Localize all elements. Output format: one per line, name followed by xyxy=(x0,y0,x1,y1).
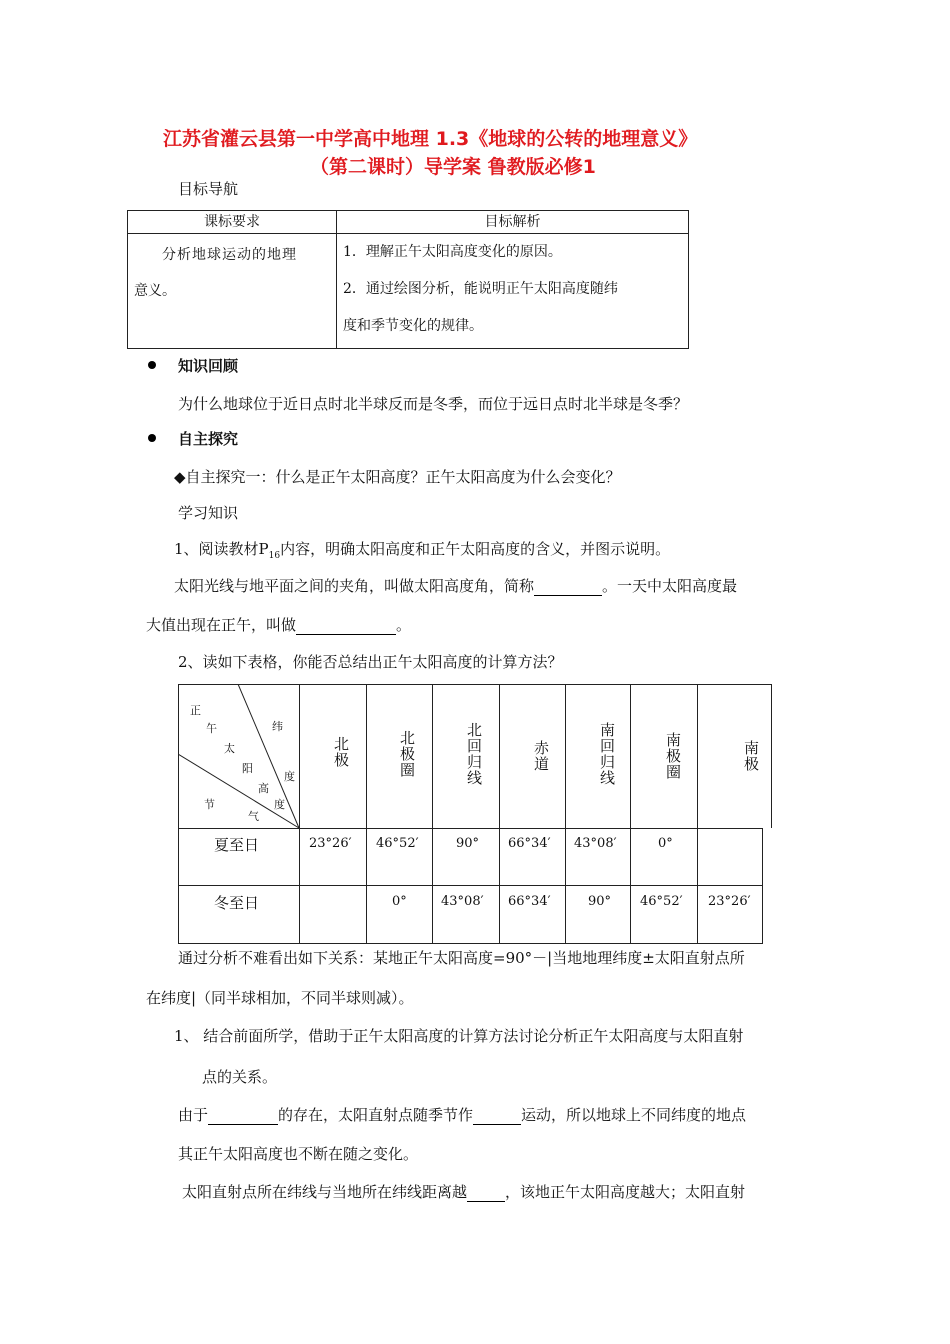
analysis-item-2: 2．通过绘图分析，能说明正午太阳高度随纬 xyxy=(343,281,618,297)
col-char: 道 xyxy=(534,755,550,773)
cell-value: 23°26′ xyxy=(309,836,352,851)
col-char: 极 xyxy=(400,745,416,763)
diag-char: 度 xyxy=(284,770,295,783)
cell-value: 90° xyxy=(456,836,480,851)
para-2-line1 xyxy=(178,1104,746,1125)
para-1-line1 xyxy=(174,575,737,596)
col-tropic-capricorn xyxy=(600,722,615,786)
item-3-line1: 1、 结合前面所学，借助于正午太阳高度的计算方法讨论分析正午太阳高度与太阳直射 xyxy=(174,1027,744,1045)
para-2-c: 运动，所以地球上不同纬度的地点 xyxy=(521,1106,747,1124)
col-arctic-circle xyxy=(400,730,415,778)
col-equator xyxy=(534,740,549,772)
diag-char: 纬 xyxy=(272,720,283,733)
col-char: 南 xyxy=(666,731,682,749)
blank-4[interactable] xyxy=(473,1106,521,1125)
blank-1[interactable] xyxy=(534,577,602,596)
col-char: 北 xyxy=(467,721,483,739)
diag-char: 太 xyxy=(224,742,235,755)
title-line2: （第二课时）导学案 鲁教版必修1 xyxy=(310,156,596,178)
para-1-b: 。一天中太阳高度最 xyxy=(602,577,738,595)
col-south-pole xyxy=(744,740,759,772)
goal-table-standard-cell xyxy=(128,234,337,349)
cell-value: 43°08′ xyxy=(574,836,617,851)
para-1-a: 太阳光线与地平面之间的夹角，叫做太阳高度角，简称 xyxy=(174,577,535,595)
row-label-summer-solstice: 夏至日 xyxy=(214,836,260,854)
col-char: 赤 xyxy=(534,739,550,757)
cell-value: 66°34′ xyxy=(508,836,551,851)
para-3-b: ，该地正午太阳高度越大；太阳直射 xyxy=(505,1183,746,1201)
para-2-b: 的存在，太阳直射点随季节作 xyxy=(278,1106,474,1124)
col-antarctic-circle xyxy=(666,732,681,780)
para-1-d: 。 xyxy=(396,616,412,634)
blank-3[interactable] xyxy=(208,1106,278,1125)
col-char: 圈 xyxy=(666,763,682,781)
cell-value: 23°26′ xyxy=(708,894,751,909)
item-1-post: 内容，明确太阳高度和正午太阳高度的含义，并图示说明。 xyxy=(280,540,671,558)
para-3-a: 太阳直射点所在纬线与当地所在纬线距离越 xyxy=(182,1183,468,1201)
item-1-sub: 16 xyxy=(268,551,281,561)
relation-line1: 通过分析不难看出如下关系：某地正午太阳高度=90°－|当地地理纬度±太阳直射点所 xyxy=(178,949,745,967)
cell-value: 46°52′ xyxy=(376,836,419,851)
item-1-pre: 1、阅读教材P xyxy=(174,540,269,558)
item-1 xyxy=(174,538,670,561)
col-char: 归 xyxy=(600,753,616,771)
para-2-a: 由于 xyxy=(178,1106,209,1124)
col-char: 归 xyxy=(467,753,483,771)
item-2: 2、读如下表格，你能否总结出正午太阳高度的计算方法？ xyxy=(178,653,563,671)
standard-text-2: 意义。 xyxy=(134,283,176,299)
diag-char: 节 xyxy=(204,798,215,811)
col-char: 极 xyxy=(334,751,350,769)
col-char: 回 xyxy=(467,737,483,755)
section-review-heading: 知识回顾 xyxy=(178,357,239,375)
bullet-icon xyxy=(148,361,156,369)
col-char: 南 xyxy=(600,721,616,739)
relation-line2: 在纬度|（同半球相加，不同半球则减）。 xyxy=(146,989,414,1007)
goal-table xyxy=(127,210,689,349)
col-char: 北 xyxy=(334,735,350,753)
diag-char: 正 xyxy=(190,704,201,717)
col-char: 南 xyxy=(744,739,760,757)
para-2-line2: 其正午太阳高度也不断在随之变化。 xyxy=(178,1145,419,1163)
title-line1: 江苏省灌云县第一中学高中地理 1.3《地球的公转的地理意义》 xyxy=(163,128,698,150)
para-3 xyxy=(182,1181,745,1202)
solar-altitude-table xyxy=(178,684,772,944)
para-1-c: 大值出现在正午，叫做 xyxy=(146,616,297,634)
learn-label: 学习知识 xyxy=(178,504,239,522)
diag-char: 午 xyxy=(206,722,217,735)
goal-table-header-standard: 课标要求 xyxy=(128,211,337,234)
cell-value: 43°08′ xyxy=(441,894,484,909)
col-char: 极 xyxy=(666,747,682,765)
goal-table-analysis-cell xyxy=(337,234,689,349)
para-1-line2 xyxy=(146,614,411,635)
diag-char: 度 xyxy=(274,798,285,811)
cell-value: 0° xyxy=(392,894,407,909)
goal-nav-label: 目标导航 xyxy=(178,180,239,198)
row-label-winter-solstice: 冬至日 xyxy=(214,894,260,912)
diag-char: 气 xyxy=(248,810,259,823)
col-char: 线 xyxy=(467,769,483,787)
cell-value: 66°34′ xyxy=(508,894,551,909)
diag-char: 高 xyxy=(258,782,269,795)
col-char: 圈 xyxy=(400,761,416,779)
analysis-item-3: 度和季节变化的规律。 xyxy=(343,318,483,334)
cell-value: 0° xyxy=(658,836,673,851)
diag-char: 阳 xyxy=(242,762,253,775)
cell-value: 46°52′ xyxy=(640,894,683,909)
cell-value: 90° xyxy=(588,894,612,909)
standard-text-1: 分析地球运动的地理 xyxy=(162,247,297,263)
col-char: 回 xyxy=(600,737,616,755)
analysis-item-1: 1．理解正午太阳高度变化的原因。 xyxy=(343,244,562,260)
section-explore-heading: 自主探究 xyxy=(178,430,239,448)
col-char: 线 xyxy=(600,769,616,787)
item-3-line2: 点的关系。 xyxy=(202,1068,278,1086)
review-question: 为什么地球位于近日点时北半球反而是冬季，而位于远日点时北半球是冬季？ xyxy=(178,395,689,413)
col-north-pole xyxy=(334,736,349,768)
bullet-icon xyxy=(148,434,156,442)
col-char: 极 xyxy=(744,755,760,773)
col-tropic-cancer xyxy=(467,722,482,786)
col-char: 北 xyxy=(400,729,416,747)
goal-table-header-analysis: 目标解析 xyxy=(337,211,689,234)
explore-one: ◆自主探究一：什么是正午太阳高度？正午太阳高度为什么会变化？ xyxy=(174,468,621,486)
blank-2[interactable] xyxy=(296,616,396,635)
blank-5[interactable] xyxy=(467,1183,505,1202)
